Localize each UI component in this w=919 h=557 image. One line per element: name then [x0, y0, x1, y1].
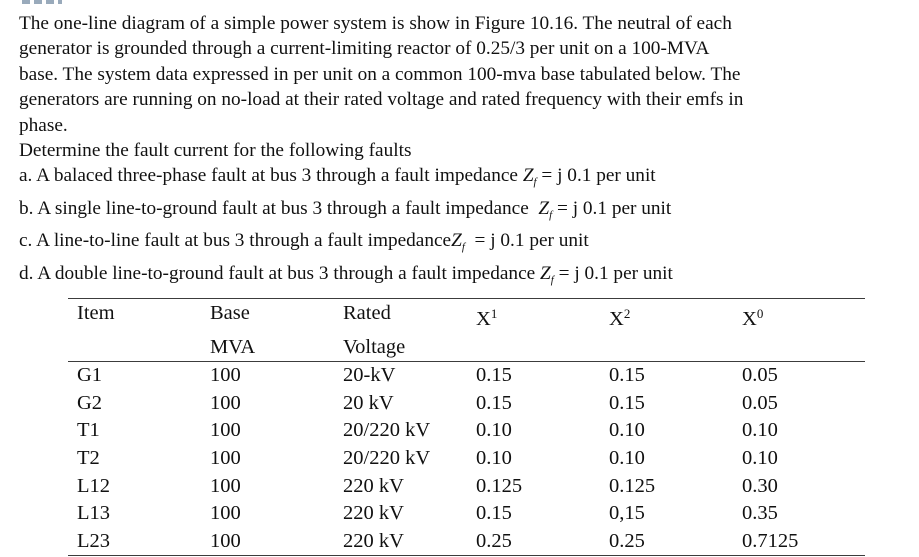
fault-item-c: c. A line-to-line fault at bus 3 through a fault impedanceZ$_f$ = j 0.1 per unit [19, 230, 589, 254]
cell-x2: 0.15 [609, 364, 645, 387]
cell-rated-voltage: 220 kV [343, 529, 404, 552]
cell-rated-voltage: 220 kV [343, 502, 404, 525]
cell-x1: 0.125 [476, 474, 523, 497]
cropped-header-fragment [22, 0, 62, 4]
cell-rated-voltage: 20 kV [343, 391, 394, 414]
cell-x2: 0.25 [609, 529, 645, 552]
table-row [68, 390, 865, 418]
cell-rated-voltage: 20-kV [343, 364, 396, 387]
cell-x1: 0.25 [476, 529, 512, 552]
fault-impedance-symbol: $Z_f$ [538, 197, 553, 221]
table-row [68, 417, 865, 445]
intro-line: The one-line diagram of a simple power system is show in Figure 10.16. The neutral of each [19, 13, 732, 34]
header-rated: Rated [343, 302, 391, 324]
cell-x0: 0.05 [742, 391, 778, 414]
fault-impedance-symbol: $Z_f$ [451, 230, 465, 254]
fault-item-d: d. A double line-to-ground fault at bus 3 through a fault impedance $Z_f = j$ 0.1 per unit [19, 262, 673, 286]
cell-item: L13 [77, 502, 111, 525]
cell-x0: 0.10 [742, 446, 778, 469]
table-header-row [68, 299, 865, 334]
cell-item: T1 [77, 419, 100, 442]
cell-x0: 0.30 [742, 474, 778, 497]
cell-base-mva: 100 [210, 391, 241, 414]
table-row [68, 473, 865, 501]
cell-rated-voltage: 20/220 kV [343, 446, 431, 469]
table-row [68, 500, 865, 528]
cell-item: T2 [77, 446, 100, 469]
cell-x0: 0.10 [742, 419, 778, 442]
intro-line: base. The system data expressed in per unit on a common 100-mva base tabulated below. The [19, 63, 741, 85]
fault-impedance-symbol: $Z_f$ [522, 165, 537, 189]
header-x1: $X^1$ [476, 306, 498, 330]
cell-rated-voltage: 20/220 kV [343, 419, 431, 442]
cell-rated-voltage: 220 kV [343, 474, 404, 497]
cell-x1: 0.10 [476, 419, 512, 442]
cell-base-mva: 100 [210, 419, 241, 442]
header-base-unit: MVA [210, 335, 256, 358]
intro-line: generator is grounded through a current-limiting reactor of 0.25/3 per unit on a 100-MVA [19, 38, 710, 60]
fault-item-b: b. A single line-to-ground fault at bus 3 through a fault impedance $Z_f = j$ 0.1 per unit [19, 197, 672, 221]
cell-x2: 0.10 [609, 419, 645, 442]
header-rated-unit: Voltage [343, 335, 406, 358]
fault-item-a: a. A balaced three-phase fault at bus 3 through a fault impedance $Z_f = j$ 0.1 per unit [19, 165, 656, 189]
cell-base-mva: 100 [210, 446, 241, 469]
problem-statement [19, 11, 914, 293]
intro-line: phase. [19, 114, 68, 136]
table-row [68, 362, 865, 390]
cell-x1: 0.15 [476, 364, 512, 387]
table-row [68, 528, 865, 556]
table-row [68, 445, 865, 473]
cell-item: G1 [77, 364, 103, 387]
intro-line: generators are running on no-load at their rated voltage and rated frequency with their emfs in [19, 89, 744, 111]
cell-x2: 0.15 [609, 391, 645, 414]
cell-x2: 0,15 [609, 502, 645, 525]
cell-x1: 0.15 [476, 391, 512, 414]
cell-x0: 0.05 [742, 364, 778, 387]
fault-impedance-symbol: $Z_f$ [540, 262, 554, 286]
header-x0: $X^0$ [742, 306, 764, 330]
cell-item: L12 [77, 474, 111, 497]
cell-base-mva: 100 [210, 364, 241, 387]
cell-x2: 0.10 [609, 446, 645, 469]
table-header-row-2 [68, 334, 865, 362]
header-item: Item [77, 302, 115, 324]
header-base: Base [210, 302, 250, 324]
system-data-table [68, 298, 865, 556]
cell-x0: 0.35 [742, 502, 778, 525]
header-x2: $X^2$ [609, 306, 631, 330]
table-body [68, 362, 865, 556]
cell-x2: 0.125 [609, 474, 656, 497]
cell-item: L23 [77, 529, 111, 552]
cell-x0: 0.7125 [742, 529, 799, 552]
cell-base-mva: 100 [210, 502, 241, 525]
cell-item: G2 [77, 391, 103, 414]
determine-line: Determine the fault current for the following faults [19, 140, 412, 162]
cell-base-mva: 100 [210, 474, 241, 497]
cell-base-mva: 100 [210, 529, 241, 552]
cell-x1: 0.15 [476, 502, 512, 525]
cell-x1: 0.10 [476, 446, 512, 469]
